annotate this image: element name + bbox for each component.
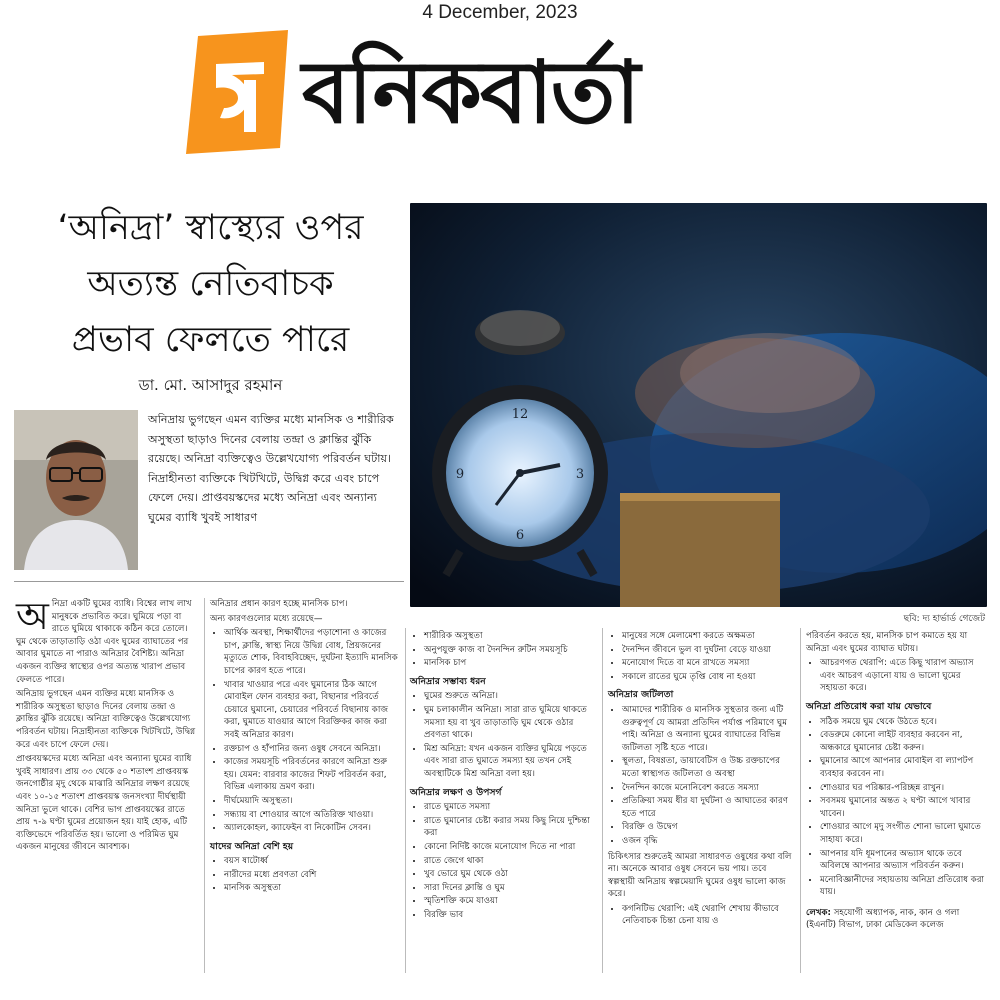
article-column-1 (16, 594, 200, 856)
symptoms-list-continued (608, 630, 796, 683)
brand-logo-icon (180, 28, 292, 156)
list-item: • কাজের সময়সূচি পরিবর্তনের কারণে অনিদ্রা শুরু হয়। যেমন: বারবার কাজের শিফট পরিবর্তন করা, বিভিন্ন এলাকায় ভ্রমণ করা। (224, 756, 400, 794)
photo-credit: ছবি: দ্য হার্ভার্ড গেজেট (903, 614, 985, 624)
list-item: • রাতে ঘুমাতে সমস্যা (424, 801, 600, 814)
risk-group-list (210, 855, 400, 895)
brand-name: বনিকবার্তা (302, 43, 639, 143)
list-item: • মিশ্র অনিদ্রা: যখন একজন ব্যক্তির ঘুমিয়ে পড়তে এবং সারা রাত ঘুমাতে সমস্যা হয় তখন সেই অবস্থাটিকে মিশ্র অনিদ্রা বলা হয়। (424, 743, 600, 781)
column-divider (204, 598, 205, 973)
list-item: • রাতে জেগে থাকা (424, 855, 600, 868)
causes-list-continued (410, 630, 600, 670)
section-heading: অনিদ্রা প্রতিরোধ করা যায় যেভাবে (806, 700, 932, 712)
author-photo (14, 410, 138, 570)
list-item: • খাবার খাওয়ার পরে এবং ঘুমানোর ঠিক আগে মোবাইল ফোন ব্যবহার করা, বিছানার পরিবর্তে চেয়ারে ঘুমানো, চেয়ারের পরিবর্তে বিছানায় কাজ করা, ঘুমাতে যাওয়ার আগে বিরক্তিকর কাজ করা সবই অনিদ্রার কারণ। (224, 679, 400, 742)
paragraph: চিকিৎসার শুরুতেই আমরা সাধারণত ওষুধের কথা বলি না। অনেকে আবার ওষুধ সেবনে ভয় পায়। তবে স্বল্পস্থায়ী অনিদ্রায় স্বল্পমেয়াদি ঘুমের ওষুধ ভালো কাজ করে। (608, 851, 792, 900)
prevention-list (806, 716, 988, 899)
list-item: • ঘুম চলাকালীন অনিদ্রা। সারা রাত ঘুমিয়ে থাকতে সমস্যা হয় বা খুব তাড়াতাড়ি ঘুম থেকে ওঠার প্রবণতা থাকে। (424, 704, 600, 742)
list-item: • মানসিক অসুস্থতা (224, 882, 400, 895)
paragraph: অনিদ্রার প্রধান কারণ হচ্ছে মানসিক চাপ। (210, 599, 348, 609)
list-item: • সঠিক সময়ে ঘুম থেকে উঠতে হবে। (820, 716, 988, 729)
svg-text:12: 12 (511, 407, 529, 422)
article-column-5 (806, 630, 988, 934)
section-heading: যাদের অনিদ্রা বেশি হয় (210, 840, 294, 852)
headline (18, 200, 403, 368)
section-heading: অনিদ্রার লক্ষণ ও উপসর্গ (410, 786, 502, 798)
list-item: • রাতে ঘুমানোর চেষ্টা করার সময় কিছু নিয়ে দুশ্চিন্তা করা (424, 815, 600, 840)
list-item: • কোনো নির্দিষ্ট কাজে মনোযোগ দিতে না পারা (424, 841, 600, 854)
headline-line: ‘অনিদ্রা’ স্বাস্থ্যের ওপর (57, 208, 364, 248)
column-divider (800, 628, 801, 973)
list-item: • বিরক্তি ভাব (424, 909, 600, 922)
list-item: • মনোবিজ্ঞানীদের সহায়তায় অনিদ্রা প্রতিরোধ করা যায়। (820, 874, 988, 899)
svg-text:3: 3 (575, 467, 585, 482)
list-item: • বেডরুমে কোনো লাইট ব্যবহার করবেন না, অন্ধকারে ঘুমানোর চেষ্টা করুন। (820, 729, 988, 754)
publication-date: 4 December, 2023 (422, 2, 578, 23)
list-item: • ওজন বৃদ্ধি (622, 835, 796, 848)
list-item: • আর্থিক অবস্থা, শিক্ষার্থীদের পড়াশোনা ও কাজের চাপ, ক্লান্তি, স্বাস্থ্য নিয়ে উদ্বিগ্ন বোধ, প্রিয়জনের মৃত্যুতে শোক, বিবাহবিচ্ছেদ, দুর্ঘটনা ইত্যাদি মানসিক চাপের কারণ হতে পারে। (224, 627, 400, 677)
list-item: • অনুপযুক্ত কাজ বা দৈনন্দিন রুটিন সময়সূচি (424, 644, 600, 657)
list-item: • আচরণগত থেরাপি: এতে কিছু খারাপ অভ্যাস এবং আচরণ এড়ানো যায় ও ভালো ঘুমের সহায়তা করে। (820, 657, 988, 695)
list-item: • প্রতিক্রিয়া সময় ধীর যা দুর্ঘটনা ও আঘাতের কারণ হতে পারে (622, 795, 796, 820)
article-column-4 (608, 630, 796, 931)
column-divider (405, 628, 406, 973)
list-item: • নারীদের মধ্যে প্রবণতা বেশি (224, 869, 400, 882)
paragraph: অনিদ্রায় ভুগছেন এমন ব্যক্তির মধ্যে মানসিক ও শারীরিক অসুস্থতা ছাড়াও দিনের বেলায় তন্দ্রা ও ক্লান্তির ঝুঁকি রয়েছে। অনিদ্রা ব্যক্তিত্বেও উল্লেখযোগ্য পরিবর্তন ঘটায়। নিদ্রাহীনতা ব্যক্তিকে খিটখিটে, উদ্বিগ্ন করে এবং চাপে ফেলে দেয়। (16, 689, 196, 750)
list-item: • মনোযোগ দিতে বা মনে রাখতে সমস্যা (622, 657, 796, 670)
list-item: • শোওয়ার আগে মৃদু সংগীত শোনা ভালো ঘুমাতে সাহায্য করে। (820, 821, 988, 846)
headline-line: অত্যন্ত নেতিবাচক (87, 264, 334, 304)
drop-cap: অ (16, 594, 49, 638)
list-item: • মানুষের সঙ্গে মেলামেশা করতে অক্ষমতা (622, 630, 796, 643)
list-item: • আমাদের শারীরিক ও মানসিক সুস্থতার জন্য এটি গুরুত্বপূর্ণ যে আমরা প্রতিদিন পর্যাপ্ত পরিমাণে ঘুম পাই। অনিদ্রা ও অন্যান্য ঘুমের ব্যাঘাতের বিভিন্ন জটিলতা সৃষ্টি হতে পারে। (622, 704, 796, 754)
column-divider (602, 628, 603, 973)
article-column-2 (210, 598, 400, 898)
causes-list (210, 627, 400, 835)
list-item: • বয়স ষাটোর্ধ্ব (224, 855, 400, 868)
list-item: • সকালে রাতের ঘুমে তৃপ্তি বোধ না হওয়া (622, 671, 796, 684)
author-byline: লেখক: সহযোগী অধ্যাপক, নাক, কান ও গলা (ইএনটি) বিভাগ, ঢাকা মেডিকেল কলেজ (806, 907, 960, 931)
headline-line: প্রভাব ফেলতে পারে (71, 320, 350, 360)
list-item: • খুব ভোরে ঘুম থেকে ওঠা (424, 868, 600, 881)
list-item: • সারা দিনের ক্লান্তি ও ঘুম (424, 882, 600, 895)
divider (14, 581, 404, 582)
symptoms-list (410, 801, 600, 921)
article-photo (410, 203, 987, 607)
list-item: • শোওয়ার ঘর পরিষ্কার-পরিচ্ছন্ন রাখুন। (820, 782, 988, 795)
list-item: • দৈনন্দিন কাজে মনোনিবেশ করতে সমস্যা (622, 782, 796, 795)
list-item: • স্থূলতা, বিষণ্ণতা, ডায়াবেটিস ও উচ্চ রক্তচাপের মতো স্বাস্থ্যগত জটিলতা ও অবস্থা (622, 755, 796, 780)
section-heading: অনিদ্রার সম্ভাব্য ধরন (410, 675, 486, 687)
masthead (180, 28, 780, 163)
list-item: • ঘুমানোর আগে আপনার মোবাইল বা ল্যাপটপ ব্যবহার করবেন না। (820, 755, 988, 780)
list-item: • সন্ধ্যায় বা শোওয়ার আগে অতিরিক্ত খাওয়া। (224, 809, 400, 822)
article-intro: অনিদ্রায় ভুগছেন এমন ব্যক্তির মধ্যে মানসিক ও শারীরিক অসুস্থতা ছাড়াও দিনের বেলায় তন্দ্রা ও ক্লান্তির ঝুঁকি রয়েছে। অনিদ্রা ব্যক্তিত্বেও উল্লেখযোগ্য পরিবর্তন ঘটায়। নিদ্রাহীনতা ব্যক্তিকে খিটখিটে, উদ্বিগ্ন করে এবং চাপে ফেলে দেয়। প্রাপ্তবয়স্কদের মধ্যে অনিদ্রা এবং অন্যান্য ঘুমের ব্যাধি খুবই সাধারণ (148, 413, 394, 524)
paragraph: প্রাপ্তবয়স্কদের মধ্যে অনিদ্রা এবং অন্যান্য ঘুমের ব্যাধি খুবই সাধারণ। প্রায় ৩৩ থেকে ৫০ শতাংশ প্রাপ্তবয়স্ক জনগোষ্ঠীর মৃদু থেকে মাঝারি অনিদ্রার লক্ষণ রয়েছে এবং ১০-১৫ শতাংশ প্রাপ্তবয়স্ক জনসংখ্যা দীর্ঘস্থায়ী অনিদ্রা ভুলে থাকে। বেশির ভাগ প্রাপ্তবয়স্কের রাতে প্রায় ৭-৯ ঘণ্টা ঘুমের প্রয়োজন হয়। যাই হোক, এটি ব্যক্তিভেদে পরিবর্তিত হয়। ভালো ও পরিমিত ঘুম একজন মানুষের জীবনে আবশ্যক। (16, 754, 192, 853)
list-item: • আপনার যদি ধূমপানের অভ্যাস থাকে তবে অবিলম্বে আপনার অভ্যাস পরিবর্তন করুন। (820, 848, 988, 873)
list-item: • স্মৃতিশক্তি কমে যাওয়া (424, 895, 600, 908)
list-item: • দৈনন্দিন জীবনে ভুল বা দুর্ঘটনা বেড়ে যাওয়া (622, 644, 796, 657)
types-list (410, 690, 600, 780)
list-item: • অ্যালকোহল, ক্যাফেইন বা নিকোটিন সেবন। (224, 822, 400, 835)
list-item: • রক্তচাপ ও হাঁপানির জন্য ওষুধ সেবনে অনিদ্রা। (224, 743, 400, 756)
paragraph: অনিদ্রা একটি ঘুমের ব্যাধি। বিশ্বের লাখ লাখ মানুষকে প্রভাবিত করে। ঘুমিয়ে পড়া বা রাতে ঘুমিয়ে থাকাকে কঠিন করে তোলে। ঘুম থেকে তাড়াতাড়ি ওঠা এবং ঘুমের ব্যাঘাতের পর আবার ঘুমাতে না পারাও অনিদ্রার বৈশিষ্ট্য। অনিদ্রা একজন ব্যক্তির স্বাস্থ্যের ওপর অত্যন্ত খারাপ প্রভাব ফেলতে পারে। (16, 594, 192, 685)
paragraph: পরিবর্তন করতে হয়, মানসিক চাপ কমাতে হয় যা অনিদ্রা এবং ঘুমের ব্যাঘাত ঘটায়। (806, 631, 968, 654)
list-item: • শারীরিক অসুস্থতা (424, 630, 600, 643)
list-item: • ঘুমের শুরুতে অনিদ্রা। (424, 690, 600, 703)
list-item: • দীর্ঘমেয়াদি অসুস্থতা। (224, 795, 400, 808)
list-item: • সবসময় ঘুমানোর অন্তত ২ ঘণ্টা আগে খাবার খাবেন। (820, 795, 988, 820)
list-item: • বিরক্তি ও উদ্বেগ (622, 821, 796, 834)
svg-text:9: 9 (455, 467, 465, 482)
complications-list (608, 704, 796, 848)
author-name: ডা. মো. আসাদুর রহমান (138, 376, 283, 394)
svg-text:6: 6 (515, 528, 525, 543)
therapy-list (608, 903, 796, 928)
paragraph: অন্য কারণগুলোর মধ্যে রয়েছে— (210, 613, 323, 624)
article-column-3 (410, 630, 600, 924)
list-item: • মানসিক চাপ (424, 657, 600, 670)
section-heading: অনিদ্রার জটিলতা (608, 689, 674, 701)
list-item: • কগনিটিভ থেরাপি: এই থেরাপি শেখায় কীভাবে নেতিবাচক চিন্তা চেনা যায় ও (622, 903, 796, 928)
therapy-list-continued (806, 657, 988, 695)
